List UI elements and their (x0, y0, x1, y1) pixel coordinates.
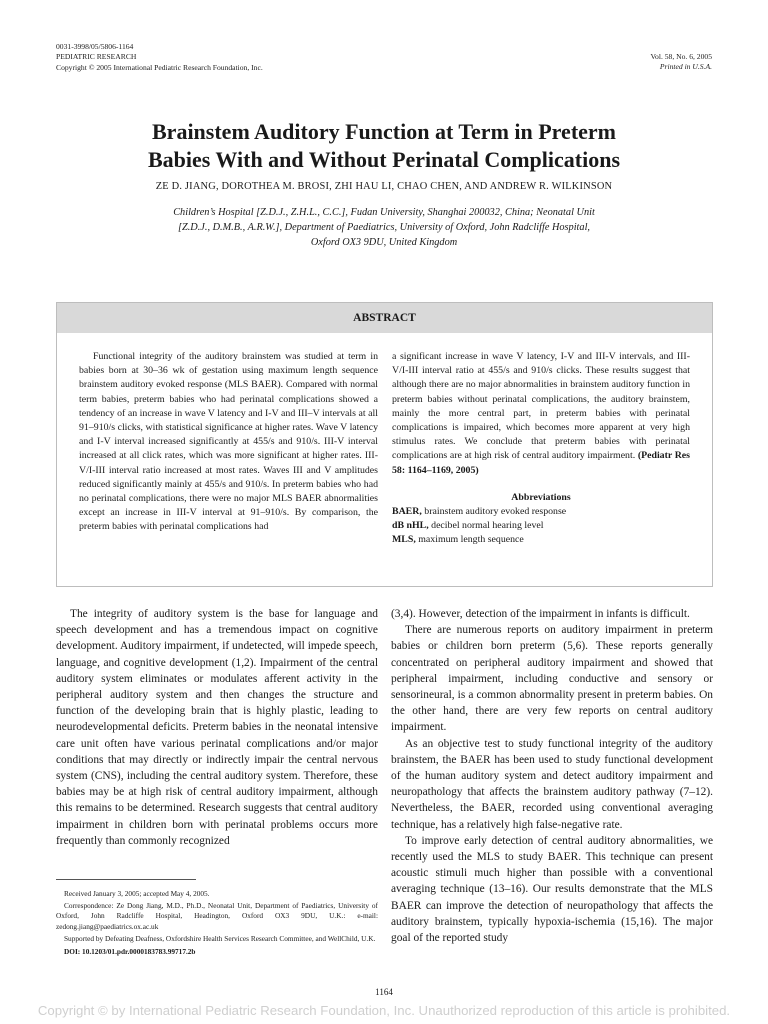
abstract-right-column (392, 350, 690, 548)
abbreviation-definition: brainstem auditory evoked response (424, 506, 567, 518)
abbreviation-definition: maximum length sequence (418, 534, 524, 546)
abstract-text-right (392, 350, 690, 478)
abbreviation-definition: decibel normal hearing level (431, 520, 544, 532)
body-paragraph: To improve early detection of central auditory abnormalities, we recently used the MLS to study BAER. This technique can present acoustic stimuli much higher than possible with a conventional averaging technique (13–16). Our results demonstrate that the MLS BAER can improve the detection of neuropathology that affects the auditory brainstem, typically hypoxia-ischemia (15,16). The major goal of the reported study (391, 834, 713, 945)
abbreviation-term: dB nHL, (392, 520, 429, 532)
support-note: Supported by Defeating Deafness, Oxfordshire Health Services Research Committee, and WellChild, U.K. (64, 933, 376, 943)
journal-name: PEDIATRIC RESEARCH (56, 52, 137, 62)
body-paragraph: There are numerous reports on auditory impairment in preterm babies or children born preterm (5,6). These reports generally concentrated on peripheral auditory impairment and showed that peripheral impairment, including conductive and sensory or sensorineural, is a common abnormality present in preterm babies. On the other hand, there are very few reports on central auditory impairment. (391, 624, 713, 734)
body-paragraph: The integrity of auditory system is the base for language and speech development and has a tremendous impact on cognitive development. Auditory impairment, if undetected, will impede speech, language, and cognitive development (1,2). Impairment of the central auditory system eliminates or modulates afferent activity in the peripheral auditory system and then changes the structure and function of the developing brain that is highly plastic, leading to neurodevelopmental deficits. Preterm babies in the neonatal intensive care unit often have various perinatal complications and/or major conditions that may directly or indirectly impair the central nervous system (CNS), including the central auditory system. Therefore, these babies may be at high risk of central auditory impairment, although this remains to be determined. Research suggests that central auditory impairment in children born with perinatal problems occurs more frequently than commonly recognized (56, 608, 378, 847)
body-paragraph: As an objective test to study functional integrity of the auditory brainstem, the BAER has been used to study functional development of the human auditory system and detect auditory impairment and neuropathology that affects the brainstem auditory pathway (7–12). Nevertheless, the BAER, recorded using conventional averaging technique, has a relatively high false-negative rate. (391, 737, 713, 831)
article-title (0, 118, 768, 174)
abbreviation-item (392, 505, 690, 519)
copyright-line: Copyright © 2005 International Pediatric Research Foundation, Inc. (56, 62, 263, 72)
abbreviation-term: MLS, (392, 534, 416, 546)
doi-note: DOI: 10.1203/01.pdr.0000183783.99717.2b (64, 947, 196, 957)
affiliation-line-2: [Z.D.J., D.M.B., A.R.W.], Department of Paediatrics, University of Oxford, John Radcliffe Hospital, (177, 222, 591, 233)
abstract-text-right-body: a significant increase in wave V latency, I-V and III-V intervals, and III-V/I-III interval ratio at 455/s and 910/s clicks. These results suggest that although there are no major abnormalities in brainstem auditory function in preterm babies without perinatal complications, the auditory brainstem, mainly the more central part, in preterm babies with perinatal complications is impaired, which becomes more apparent at very high stimulus rates. We conclude that preterm babies with perinatal complications are at high risk of central auditory impairment. (392, 351, 690, 462)
abbreviations-heading: Abbreviations (511, 491, 571, 503)
abstract-left-column (79, 350, 378, 535)
title-line-1: Brainstem Auditory Function at Term in Preterm (152, 119, 616, 144)
correspondence-note: Correspondence: Ze Dong Jiang, M.D., Ph.D., Neonatal Unit, Department of Paediatrics, University of Oxford, John Radcliffe Hospital, Headington, Oxford OX3 9DU, U.K.: e-mail: zedong.jiang@paediatrics.ox.ac.uk (56, 901, 378, 931)
abbreviation-term: BAER, (392, 506, 422, 518)
abstract-citation: (Pediatr Res 58: 1164–1169, 2005) (392, 450, 691, 476)
affiliation-line-3: Oxford OX3 9DU, United Kingdom (310, 237, 458, 248)
footnote-divider (56, 879, 196, 880)
body-left-column (56, 606, 378, 849)
volume-line: Vol. 58, No. 6, 2005 (650, 52, 712, 61)
abstract-box (56, 302, 713, 587)
page-number: 1164 (375, 987, 393, 997)
journal-header-left (56, 42, 263, 73)
abbreviation-item (392, 533, 690, 547)
journal-header-right (651, 52, 712, 73)
received-date-note: Received January 3, 2005; accepted May 4, 2005. (64, 889, 210, 898)
title-line-2: Babies With and Without Perinatal Complications (147, 147, 621, 172)
body-right-column (391, 606, 713, 946)
affiliations (100, 205, 668, 250)
issn-line: 0031-3998/05/5806-1164 (56, 42, 134, 51)
abbreviation-item (392, 519, 690, 533)
body-paragraph: (3,4). However, detection of the impairment in infants is difficult. (391, 608, 690, 620)
affiliation-line-1: Children’s Hospital [Z.D.J., Z.H.L., C.C.], Fudan University, Shanghai 200032, China; Neonatal Unit (173, 207, 595, 218)
copyright-watermark: Copyright © by International Pediatric Research Foundation, Inc. Unauthorized reproduction of this article is prohibited. (37, 1003, 731, 1018)
author-list: ZE D. JIANG, DOROTHEA M. BROSI, ZHI HAU LI, CHAO CHEN, AND ANDREW R. WILKINSON (155, 181, 613, 192)
abstract-text-left: Functional integrity of the auditory brainstem was studied at term in babies born at 30–36 wk of gestation using maximum length sequence brainstem auditory evoked response (MLS BAER). Compared with normal term babies, preterm babies who had perinatal complications showed a tendency of an increase in wave V latency and I-V and III–V intervals at all 91–910/s clicks, with statistical significance at higher rates. Wave V latency and I-V interval increased significantly at 455/s and 910/s. III-V interval increased at all click rates, which was more significant at higher rates. III-V/I-III interval ratio increased at most rates. Waves III and V amplitudes reduced significantly mainly at 455/s and 910/s. In preterm babies who had no perinatal complications, there were no major MLS BAER abnormalities except an increase in III-V interval at 91–910/s. By comparison, the preterm babies with perinatal complications had (79, 351, 378, 533)
footnotes (56, 889, 378, 959)
abstract-heading: ABSTRACT (57, 303, 712, 333)
printed-line: Printed in U.S.A. (659, 62, 712, 72)
